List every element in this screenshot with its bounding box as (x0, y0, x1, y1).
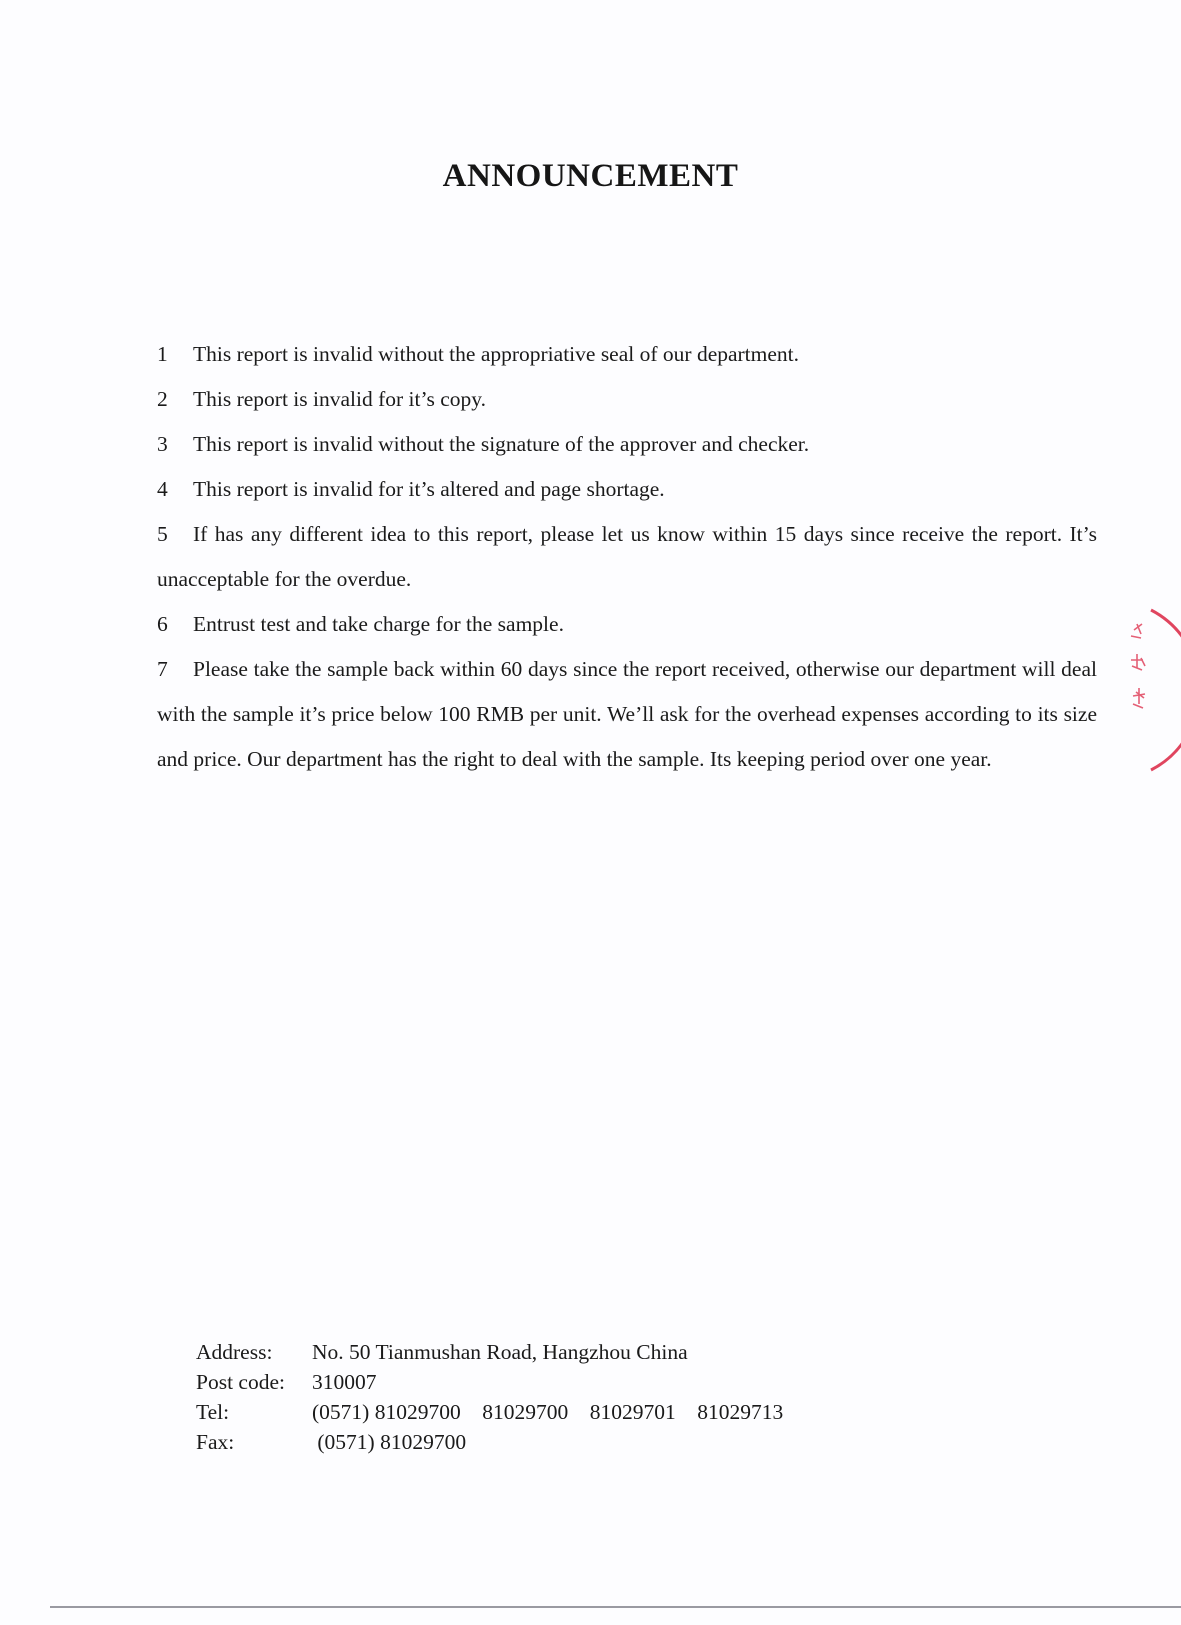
list-item (157, 647, 1097, 782)
list-item (157, 377, 1097, 422)
item-number: 5 (157, 522, 168, 546)
item-number: 4 (157, 477, 168, 501)
list-item (157, 467, 1097, 512)
list-item (157, 422, 1097, 467)
item-text: This report is invalid for it’s altered and page shortage. (193, 477, 665, 501)
item-text: Please take the sample back within 60 days since the report received, otherwise our department will deal with the sample it’s price below 100 RMB per unit. We’ll ask for the overhead expenses according to its size and price. Our department has the right to deal with the sample. Its keeping period over one year. (157, 657, 1097, 771)
fax-row (196, 1427, 783, 1457)
list-item (157, 602, 1097, 647)
address-value: No. 50 Tianmushan Road, Hangzhou China (312, 1340, 688, 1364)
address-row (196, 1337, 783, 1367)
page-title: ANNOUNCEMENT (442, 158, 739, 194)
item-text: This report is invalid for it’s copy. (193, 387, 486, 411)
item-number: 2 (157, 387, 168, 411)
item-number: 6 (157, 612, 168, 636)
fax-value: (0571) 81029700 (312, 1430, 467, 1454)
item-text: This report is invalid without the signature of the approver and checker. (193, 432, 810, 456)
item-text: If has any different idea to this report, please let us know within 15 days since receive the report. It’s unacceptable for the overdue. (157, 522, 1097, 591)
announcement-list (157, 332, 1097, 782)
item-text: Entrust test and take charge for the sample. (193, 612, 564, 636)
postcode-value: 310007 (312, 1370, 377, 1394)
item-text: This report is invalid without the appropriative seal of our department. (193, 342, 800, 366)
bottom-divider (50, 1606, 1181, 1608)
seal-stamp-icon (1001, 600, 1181, 780)
item-number: 7 (157, 657, 168, 681)
item-number: 3 (157, 432, 168, 456)
list-item (157, 332, 1097, 377)
fax-label: Fax: (196, 1430, 235, 1454)
contact-block (196, 1337, 783, 1457)
postcode-label: Post code: (196, 1370, 285, 1394)
tel-value: (0571) 81029700 81029700 81029701 81029713 (312, 1400, 784, 1424)
tel-label: Tel: (196, 1400, 230, 1424)
address-label: Address: (196, 1340, 273, 1364)
tel-row (196, 1397, 783, 1427)
item-number: 1 (157, 342, 168, 366)
postcode-row (196, 1367, 783, 1397)
list-item (157, 512, 1097, 602)
